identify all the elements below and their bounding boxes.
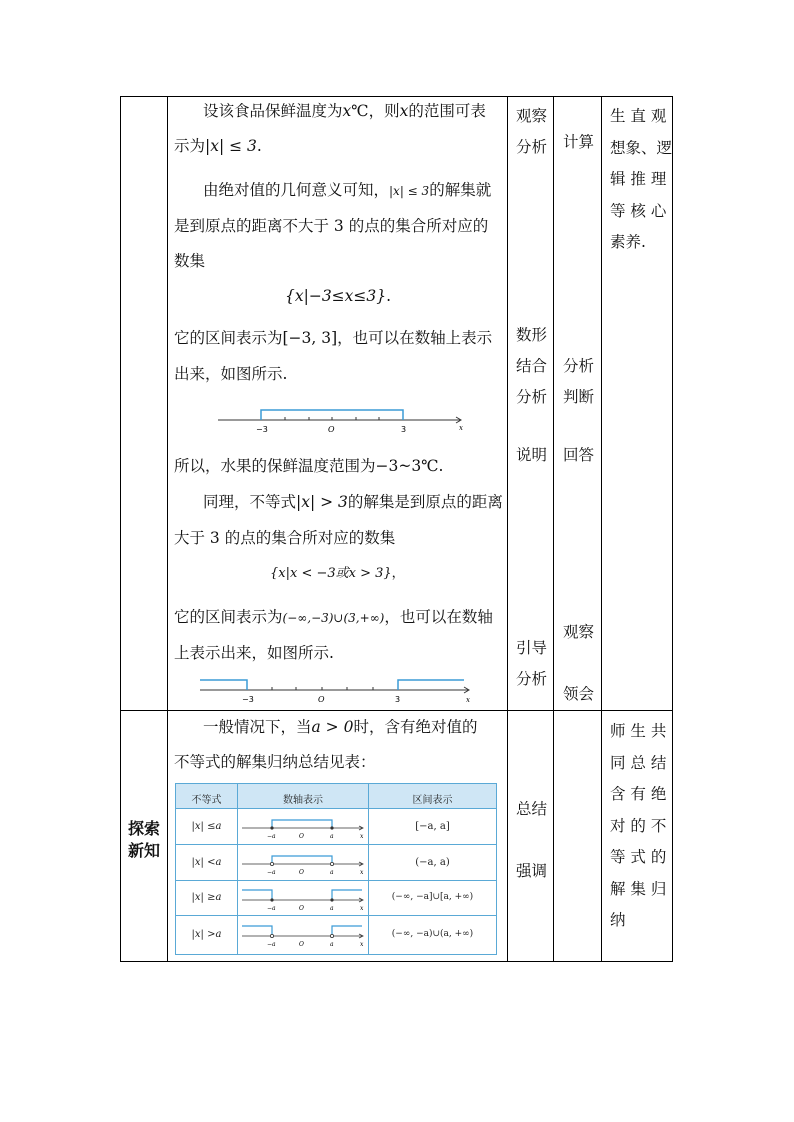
set-notation-2: {x|x < −3或x > 3}， <box>270 566 405 581</box>
summary-header-inequality: 不等式 <box>191 795 222 806</box>
svg-text:−a: −a <box>267 941 276 948</box>
paragraph-4: 所以，水果的保鲜温度范围为−3~3℃. <box>174 457 444 475</box>
svg-text:a: a <box>330 869 334 876</box>
section-label <box>128 818 160 862</box>
number-line-open-rays <box>198 674 478 704</box>
section-label-line: 探索 <box>128 819 161 838</box>
summary-row-inequality: |x| ≤a <box>191 821 222 832</box>
number-line-closed-interval <box>216 404 470 434</box>
column-divider <box>167 96 168 962</box>
set-notation-1: {x|−3≤x≤3}. <box>285 287 392 305</box>
teacher-activity-4: 引导 分析 <box>516 639 548 688</box>
svg-text:a: a <box>330 905 334 912</box>
svg-text:O: O <box>299 905 304 912</box>
paragraph-2-line-2: 是到原点的距离不大于 3 的点的集合所对应的 <box>174 217 489 235</box>
column-divider <box>553 96 554 962</box>
paragraph-3-line-1: 它的区间表示为[−3, 3]，也可以在数轴上表示 <box>174 329 493 347</box>
paragraph-3-line-2: 出来，如图所示. <box>174 365 288 383</box>
table-border-top <box>120 96 673 97</box>
svg-text:x: x <box>360 869 364 876</box>
axis-label: O <box>318 695 325 704</box>
mini-axis-open-rays <box>240 919 366 951</box>
column-divider <box>507 96 508 962</box>
summary-row-interval: (−a, a) <box>415 857 450 868</box>
student-activity-3: 回答 <box>563 446 595 464</box>
mini-axis-open <box>240 847 366 879</box>
svg-text:x: x <box>360 905 364 912</box>
mini-axis-closed-rays <box>240 883 366 915</box>
column-divider <box>601 96 602 962</box>
svg-text:x: x <box>360 833 364 840</box>
summary-row-inequality: |x| <a <box>191 857 222 868</box>
design-intent-1: 生 直 观 想象、逻 辑 推 理 等 核 心 素养. <box>610 107 673 251</box>
svg-text:O: O <box>299 941 304 948</box>
axis-label: x <box>466 696 470 704</box>
paragraph-6-line-2: 上表示出来，如图所示. <box>174 644 334 662</box>
table-border-left <box>120 96 121 962</box>
summary-row-interval: (−∞, −a]∪[a, +∞) <box>391 892 474 902</box>
student-activity-1: 计算 <box>563 133 595 151</box>
paragraph-7-line-1: 一般情况下，当a > 0时，含有绝对值的 <box>203 718 478 736</box>
paragraph-1-line-1: 设该食品保鲜温度为x℃，则x的范围可表 <box>203 102 486 120</box>
section-label-line: 新知 <box>128 841 161 860</box>
summary-table <box>175 783 497 955</box>
summary-row-interval: (−∞, −a)∪(a, +∞) <box>391 929 474 939</box>
student-activity-4: 观察 领会 <box>563 623 595 703</box>
teacher-activity-5: 总结 强调 <box>516 800 548 880</box>
svg-text:O: O <box>299 833 304 840</box>
teacher-activity-2: 数形 结合 分析 <box>516 326 548 406</box>
axis-label: −3 <box>256 425 268 434</box>
summary-row-interval: [−a, a] <box>415 821 450 832</box>
svg-text:−a: −a <box>267 833 276 840</box>
axis-label: x <box>459 424 463 432</box>
summary-row-inequality: |x| >a <box>191 929 222 940</box>
paragraph-6-line-1: 它的区间表示为(−∞,−3)∪(3,+∞)，也可以在数轴 <box>174 608 493 626</box>
table-border-bottom <box>120 961 673 962</box>
paragraph-2-line-1: 由绝对值的几何意义可知，|x| ≤ 3的解集就 <box>203 181 492 199</box>
axis-label: 3 <box>395 695 401 704</box>
summary-header-axis: 数轴表示 <box>283 795 323 806</box>
svg-text:x: x <box>360 941 364 948</box>
mini-axis-closed <box>240 811 366 843</box>
axis-label: −3 <box>242 695 254 704</box>
svg-text:−a: −a <box>267 869 276 876</box>
svg-text:a: a <box>330 833 334 840</box>
paragraph-2-line-3: 数集 <box>174 252 206 270</box>
paragraph-5-line-1: 同理，不等式|x| > 3的解集是到原点的距离 <box>203 493 503 511</box>
teacher-activity-1: 观察 分析 <box>516 107 548 156</box>
student-activity-2: 分析 判断 <box>563 357 595 406</box>
summary-header-interval: 区间表示 <box>412 795 453 806</box>
paragraph-7-line-2: 不等式的解集归纳总结见表： <box>174 753 376 771</box>
design-intent-2: 师 生 共 同 总 结 含 有 绝 对 的 不 等 式 的 解 集 归 纳 <box>610 722 667 929</box>
svg-text:a: a <box>330 941 334 948</box>
svg-text:−a: −a <box>267 905 276 912</box>
teacher-activity-3: 说明 <box>516 446 548 464</box>
summary-row-inequality: |x| ≥a <box>191 892 222 903</box>
axis-label: 3 <box>401 425 407 434</box>
axis-label: O <box>328 425 335 434</box>
paragraph-5-line-2: 大于 3 的点的集合所对应的数集 <box>174 529 396 547</box>
table-border-right <box>672 96 673 962</box>
paragraph-1-line-2: 示为|x| ≤ 3. <box>174 137 262 155</box>
svg-text:O: O <box>299 869 304 876</box>
